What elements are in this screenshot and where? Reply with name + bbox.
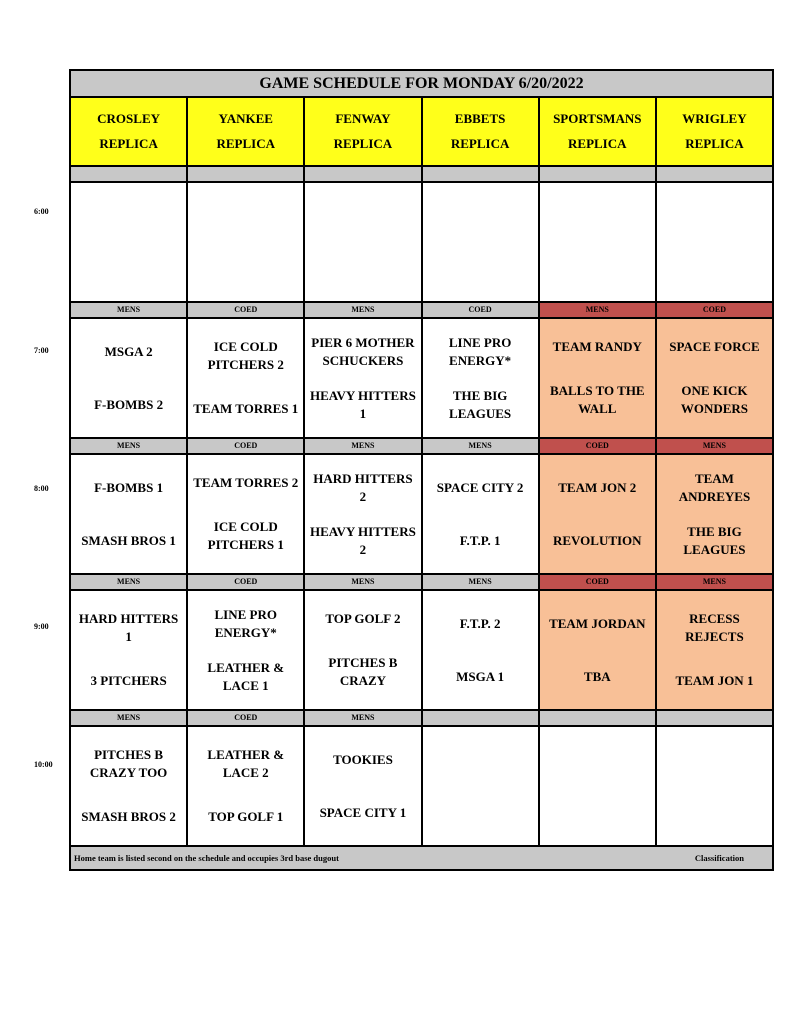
empty-cell <box>423 183 540 301</box>
game-cell <box>71 727 188 845</box>
division-row-empty <box>71 167 772 183</box>
division-label: MENS <box>657 575 772 589</box>
field-header <box>305 98 422 165</box>
game-cell <box>305 319 422 437</box>
slot-row-7pm <box>71 319 772 439</box>
time-column <box>0 0 70 1024</box>
division-label: MENS <box>71 711 188 725</box>
home-team: SMASH BROS 2 <box>81 809 176 824</box>
game-cell <box>540 319 657 437</box>
division-label: MENS <box>305 439 422 453</box>
game-cell <box>540 591 657 709</box>
away-team: LEATHER & LACE 2 <box>207 747 285 780</box>
away-team: MSGA 2 <box>104 343 153 359</box>
time-label: 9:00 <box>34 622 49 631</box>
away-team: PITCHES B CRAZY TOO <box>89 747 168 780</box>
away-team: TEAM ANDREYES <box>678 470 751 504</box>
game-cell <box>188 319 305 437</box>
game-cell <box>305 591 422 709</box>
home-team: TOP GOLF 1 <box>208 809 284 824</box>
division-label: COED <box>540 575 657 589</box>
away-team: LINE PRO ENERGY* <box>448 334 512 368</box>
game-cell <box>423 319 540 437</box>
field-sub: REPLICA <box>450 136 510 152</box>
field-sub: REPLICA <box>216 136 276 152</box>
game-cell <box>423 591 540 709</box>
field-header <box>657 98 772 165</box>
home-team: HEAVY HITTERS 1 <box>310 387 416 421</box>
away-team: LINE PRO ENERGY* <box>214 606 277 640</box>
division-label: MENS <box>305 303 422 317</box>
away-team: TOP GOLF 2 <box>325 611 401 626</box>
field-sub: REPLICA <box>99 136 158 152</box>
home-team: THE BIG LEAGUES <box>683 523 746 557</box>
field-header-row <box>71 98 772 167</box>
field-header <box>423 98 540 165</box>
footer-bar <box>71 847 772 869</box>
game-cell <box>423 727 540 845</box>
division-label: COED <box>540 439 657 453</box>
division-row <box>71 575 772 591</box>
home-team: HEAVY HITTERS 2 <box>310 523 416 557</box>
home-team: SMASH BROS 1 <box>81 532 176 548</box>
division-label: MENS <box>540 303 657 317</box>
home-team: F.T.P. 1 <box>459 532 501 548</box>
field-sub: REPLICA <box>333 136 393 152</box>
division-label: MENS <box>71 575 188 589</box>
division-label: MENS <box>71 303 188 317</box>
home-team: ICE COLD PITCHERS 1 <box>207 519 284 552</box>
division-row <box>71 439 772 455</box>
home-team: F-BOMBS 2 <box>94 396 164 412</box>
game-cell <box>657 319 772 437</box>
field-sub: REPLICA <box>685 136 744 152</box>
division-label: MENS <box>71 439 188 453</box>
empty-cell <box>540 183 657 301</box>
footer-classification: Classification <box>694 853 744 863</box>
time-label: 10:00 <box>34 760 53 769</box>
field-name: WRIGLEY <box>682 110 747 126</box>
empty-cell <box>657 183 772 301</box>
division-label: COED <box>657 303 772 317</box>
division-label <box>657 711 772 725</box>
game-cell <box>71 455 188 573</box>
division-label: MENS <box>657 439 772 453</box>
away-team: RECESS REJECTS <box>685 611 744 644</box>
schedule-table <box>69 69 774 871</box>
game-cell <box>657 727 772 845</box>
division-label: COED <box>188 575 305 589</box>
game-cell <box>423 455 540 573</box>
division-label: MENS <box>305 575 422 589</box>
division-label: MENS <box>423 439 540 453</box>
division-label <box>423 711 540 725</box>
field-name: CROSLEY <box>97 110 161 126</box>
division-label: MENS <box>305 711 422 725</box>
footer-note: Home team is listed second on the schedule and occupies 3rd base dugout <box>74 853 339 863</box>
away-team: ICE COLD PITCHERS 2 <box>207 339 284 372</box>
time-label: 6:00 <box>34 207 49 216</box>
away-team: PIER 6 MOTHER SCHUCKERS <box>311 334 415 368</box>
home-team: ONE KICK WONDERS <box>680 383 749 416</box>
division-label: COED <box>188 439 305 453</box>
game-cell <box>657 455 772 573</box>
away-team: F.T.P. 2 <box>459 615 501 631</box>
away-team: TOOKIES <box>333 751 393 767</box>
field-header <box>71 98 188 165</box>
away-team: TEAM TORRES 2 <box>193 475 299 490</box>
field-sub: REPLICA <box>568 136 627 152</box>
game-cell <box>188 727 305 845</box>
home-team: TEAM JON 1 <box>675 673 754 688</box>
field-header <box>188 98 305 165</box>
home-team: TBA <box>583 668 611 684</box>
empty-cell <box>71 183 188 301</box>
away-team: SPACE CITY 2 <box>436 479 524 495</box>
game-cell <box>71 319 188 437</box>
game-cell <box>188 591 305 709</box>
division-label: COED <box>423 303 540 317</box>
away-team: TEAM JORDAN <box>549 615 646 631</box>
home-team: MSGA 1 <box>456 668 505 684</box>
empty-cell <box>305 183 422 301</box>
away-team: TEAM JON 2 <box>558 479 637 495</box>
slot-row-6pm <box>71 183 772 303</box>
field-name: FENWAY <box>335 110 391 126</box>
division-label <box>540 711 657 725</box>
game-cell <box>657 591 772 709</box>
time-label: 8:00 <box>34 484 49 493</box>
game-cell <box>540 455 657 573</box>
slot-row-10pm <box>71 727 772 847</box>
home-team: PITCHES B CRAZY <box>328 655 398 688</box>
away-team: HARD HITTERS 2 <box>313 470 413 504</box>
game-cell <box>71 591 188 709</box>
home-team: LEATHER & LACE 1 <box>207 659 285 693</box>
empty-cell <box>188 183 305 301</box>
game-cell <box>540 727 657 845</box>
slot-row-9pm <box>71 591 772 711</box>
field-name: EBBETS <box>454 110 506 126</box>
division-label: COED <box>188 711 305 725</box>
home-team: REVOLUTION <box>552 532 642 548</box>
away-team: HARD HITTERS 1 <box>78 611 179 644</box>
away-team: SPACE FORCE <box>669 339 760 354</box>
division-row <box>71 303 772 319</box>
time-label: 7:00 <box>34 346 49 355</box>
field-name: SPORTSMANS <box>553 110 642 126</box>
division-label: COED <box>188 303 305 317</box>
game-cell <box>305 727 422 845</box>
division-row <box>71 711 772 727</box>
home-team: 3 PITCHERS <box>90 673 167 688</box>
away-team: F-BOMBS 1 <box>94 479 164 495</box>
game-cell <box>188 455 305 573</box>
home-team: THE BIG LEAGUES <box>449 387 512 421</box>
home-team: BALLS TO THE WALL <box>549 383 645 416</box>
slot-row-8pm <box>71 455 772 575</box>
home-team: SPACE CITY 1 <box>319 804 407 820</box>
game-cell <box>305 455 422 573</box>
division-label: MENS <box>423 575 540 589</box>
field-header <box>540 98 657 165</box>
away-team: TEAM RANDY <box>552 339 642 354</box>
field-name: YANKEE <box>218 110 273 126</box>
schedule-title: GAME SCHEDULE FOR MONDAY 6/20/2022 <box>71 71 772 98</box>
home-team: TEAM TORRES 1 <box>193 401 299 416</box>
